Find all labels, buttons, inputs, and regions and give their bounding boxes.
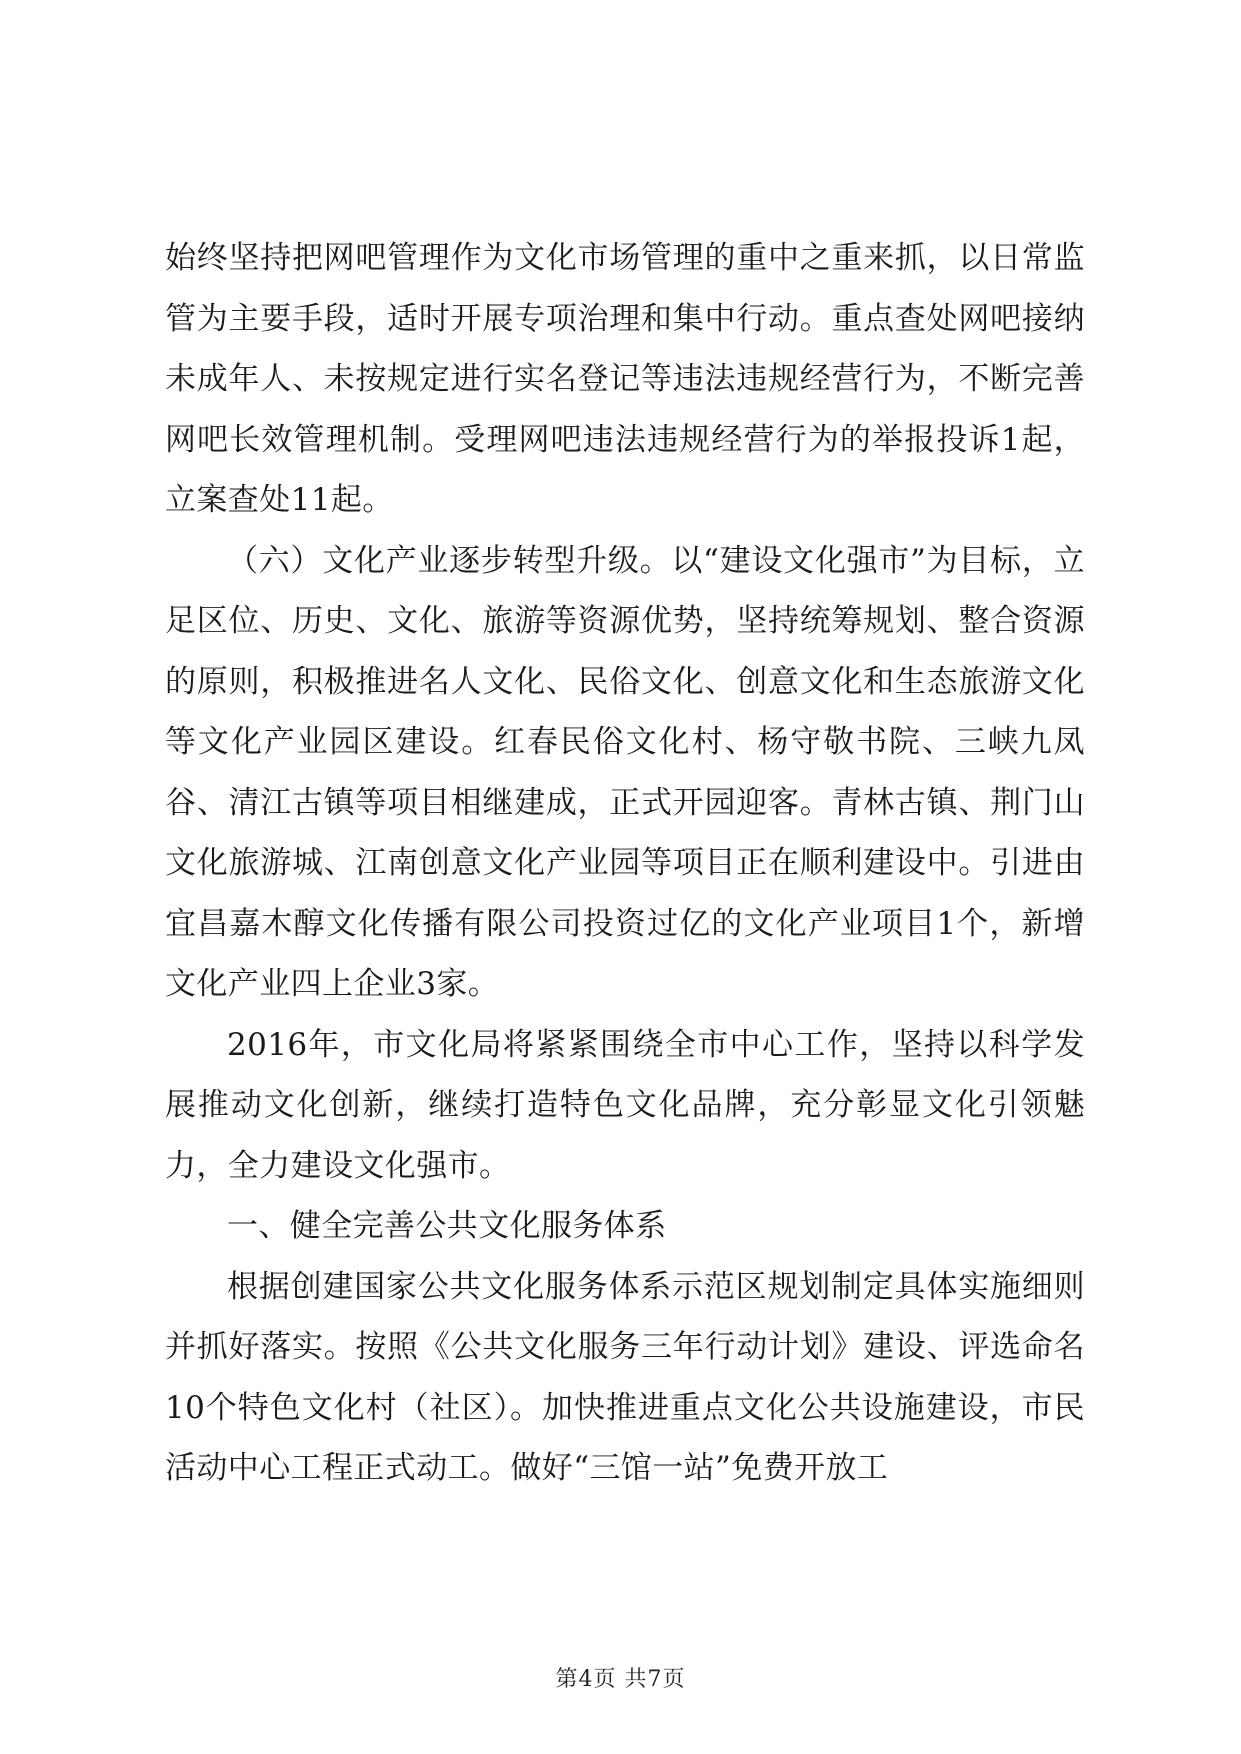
document-body [165,228,1085,1499]
page-number-footer: 第4页 共7页 [555,1667,686,1692]
paragraph-2016-plan: 2016年，市文化局将紧紧围绕全市中心工作，坚持以科学发展推动文化创新，继续打造特色文化品牌，充分彰显文化引领魅力，全力建设文化强市。 [165,1026,1085,1184]
paragraph-cultural-industry: （六）文化产业逐步转型升级。以“建设文化强市”为目标，立足区位、历史、文化、旅游等资源优势，坚持统筹规划、整合资源的原则，积极推进名人文化、民俗文化、创意文化和生态旅游文化等文化产业园区建设。红春民俗文化村、杨守敬书院、三峡九凤谷、清江古镇等项目相继建成，正式开园迎客。青林古镇、荆门山文化旅游城、江南创意文化产业园等项目正在顺利建设中。引进由宜昌嘉木醇文化传播有限公司投资过亿的文化产业项目1个，新增文化产业四上企业3家。 [165,542,1085,1002]
section-heading-public-culture: 一、健全完善公共文化服务体系 [227,1208,667,1244]
paragraph-internet-cafe-management: 始终坚持把网吧管理作为文化市场管理的重中之重来抓，以日常监管为主要手段，适时开展专项治理和集中行动。重点查处网吧接纳未成年人、未按规定进行实名登记等违法违规经营行为，不断完善网吧长效管理机制。受理网吧违法违规经营行为的举报投诉1起，立案查处11起。 [165,240,1085,518]
paragraph-public-culture-service: 根据创建国家公共文化服务体系示范区规划制定具体实施细则并抓好落实。按照《公共文化服务三年行动计划》建设、评选命名10个特色文化村（社区）。加快推进重点文化公共设施建设，市民活动中心工程正式动工。做好“三馆一站”免费开放工 [165,1268,1085,1486]
